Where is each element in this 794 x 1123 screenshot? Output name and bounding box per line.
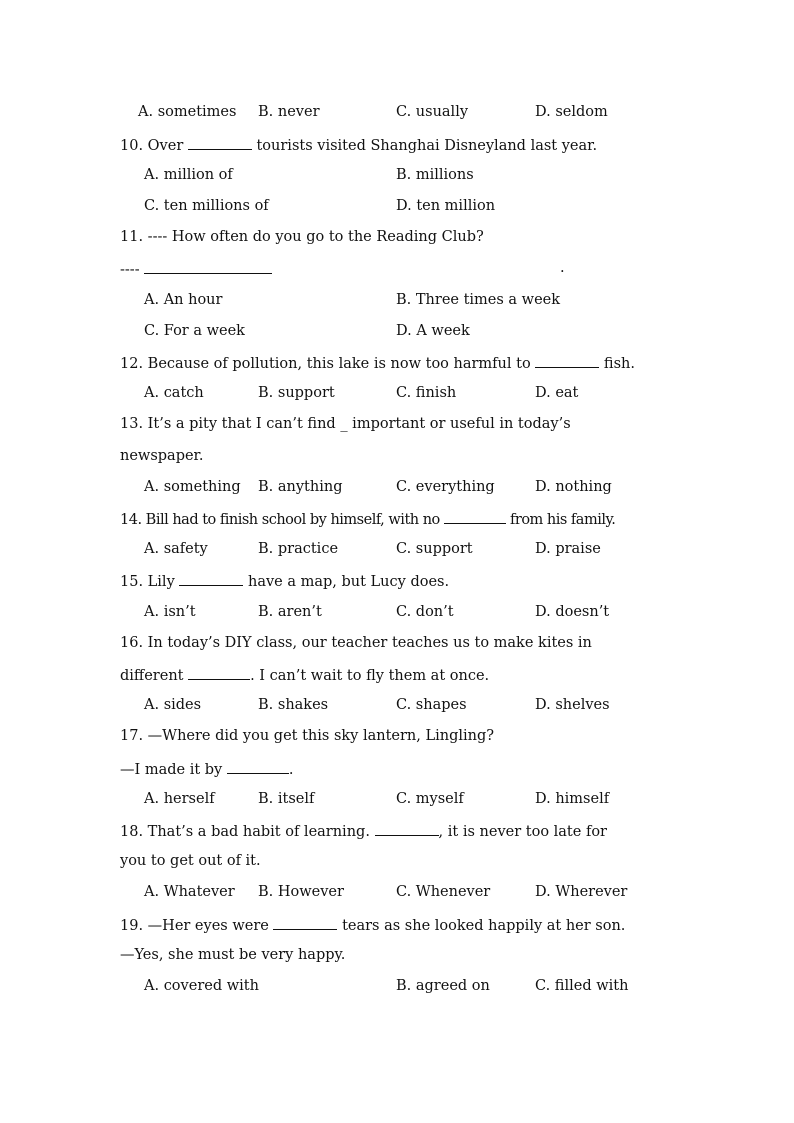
option-b: B. shakes [258, 697, 329, 713]
question-15-stem: 15. Lily have a map, but Lucy does. [120, 571, 449, 589]
question-10-stem: 10. Over tourists visited Shanghai Disneyland last year. [120, 135, 597, 153]
option-c: C. support [396, 541, 473, 557]
answer-blank [179, 571, 243, 586]
option-c: C. usually [396, 104, 469, 120]
option-a: A. Whatever [144, 884, 235, 900]
option-d: D. ten million [396, 198, 496, 214]
question-13-stem: 13. It’s a pity that I can’t find _ important or useful in today’s [120, 416, 571, 432]
option-a: A. herself [144, 791, 215, 807]
option-b: B. support [258, 385, 335, 401]
option-d: D. eat [535, 385, 579, 401]
question-16-stem-cont: different . I can’t wait to fly them at once. [120, 665, 489, 683]
option-a: A. something [144, 479, 241, 495]
answer-blank [444, 509, 506, 524]
answer-blank [273, 915, 337, 930]
answer-blank [188, 135, 252, 150]
question-17-stem: 17. —Where did you get this sky lantern, Lingling? [120, 728, 495, 744]
option-b: B. never [258, 104, 320, 120]
option-c: C. finish [396, 385, 457, 401]
option-d: D. nothing [535, 479, 612, 495]
question-16-stem: 16. In today’s DIY class, our teacher teaches us to make kites in [120, 635, 592, 651]
option-c: C. Whenever [396, 884, 491, 900]
line-end-period: . [560, 260, 565, 276]
question-14-stem: 14. Bill had to finish school by himself, with no from his family. [120, 509, 615, 527]
option-b: B. anything [258, 479, 343, 495]
option-c: C. don’t [396, 604, 454, 620]
option-a: A. covered with [144, 978, 259, 994]
option-c: C. ten millions of [144, 198, 269, 214]
option-b: B. practice [258, 541, 339, 557]
question-19-reply: —Yes, she must be very happy. [120, 947, 346, 963]
option-d: D. shelves [535, 697, 610, 713]
question-11-answer-line: ---- [120, 259, 272, 277]
option-b: B. However [258, 884, 344, 900]
option-a: A. catch [144, 385, 204, 401]
question-19-stem: 19. —Her eyes were tears as she looked happily at her son. [120, 915, 625, 933]
option-b: B. itself [258, 791, 315, 807]
question-12-stem: 12. Because of pollution, this lake is now too harmful to fish. [120, 353, 635, 371]
option-d: D. himself [535, 791, 610, 807]
question-18-stem: 18. That’s a bad habit of learning. , it is never too late for [120, 821, 607, 839]
option-c: C. everything [396, 479, 495, 495]
option-a: A. safety [144, 541, 208, 557]
question-17-answer-line: —I made it by . [120, 759, 293, 777]
option-b: B. Three times a week [396, 292, 561, 308]
option-d: D. A week [396, 323, 470, 339]
option-a: A. million of [144, 167, 233, 183]
option-a: A. An hour [144, 292, 223, 308]
answer-blank [227, 759, 289, 774]
option-d: D. Wherever [535, 884, 628, 900]
option-c: C. For a week [144, 323, 245, 339]
option-a: A. isn’t [144, 604, 196, 620]
question-11-stem: 11. ---- How often do you go to the Reading Club? [120, 229, 484, 245]
option-b: B. millions [396, 167, 474, 183]
answer-blank [144, 259, 272, 274]
answer-blank [535, 353, 599, 368]
question-18-stem-cont: you to get out of it. [120, 853, 261, 869]
option-b: B. aren’t [258, 604, 322, 620]
answer-blank [188, 665, 250, 680]
option-c: C. myself [396, 791, 464, 807]
option-c: C. shapes [396, 697, 467, 713]
option-a: A. sides [144, 697, 202, 713]
option-d: D. seldom [535, 104, 608, 120]
option-a: A. sometimes [138, 104, 237, 120]
option-b: B. agreed on [396, 978, 490, 994]
option-c: C. filled with [535, 978, 629, 994]
question-13-stem-cont: newspaper. [120, 448, 204, 464]
option-d: D. doesn’t [535, 604, 610, 620]
option-d: D. praise [535, 541, 601, 557]
answer-blank [375, 821, 439, 836]
